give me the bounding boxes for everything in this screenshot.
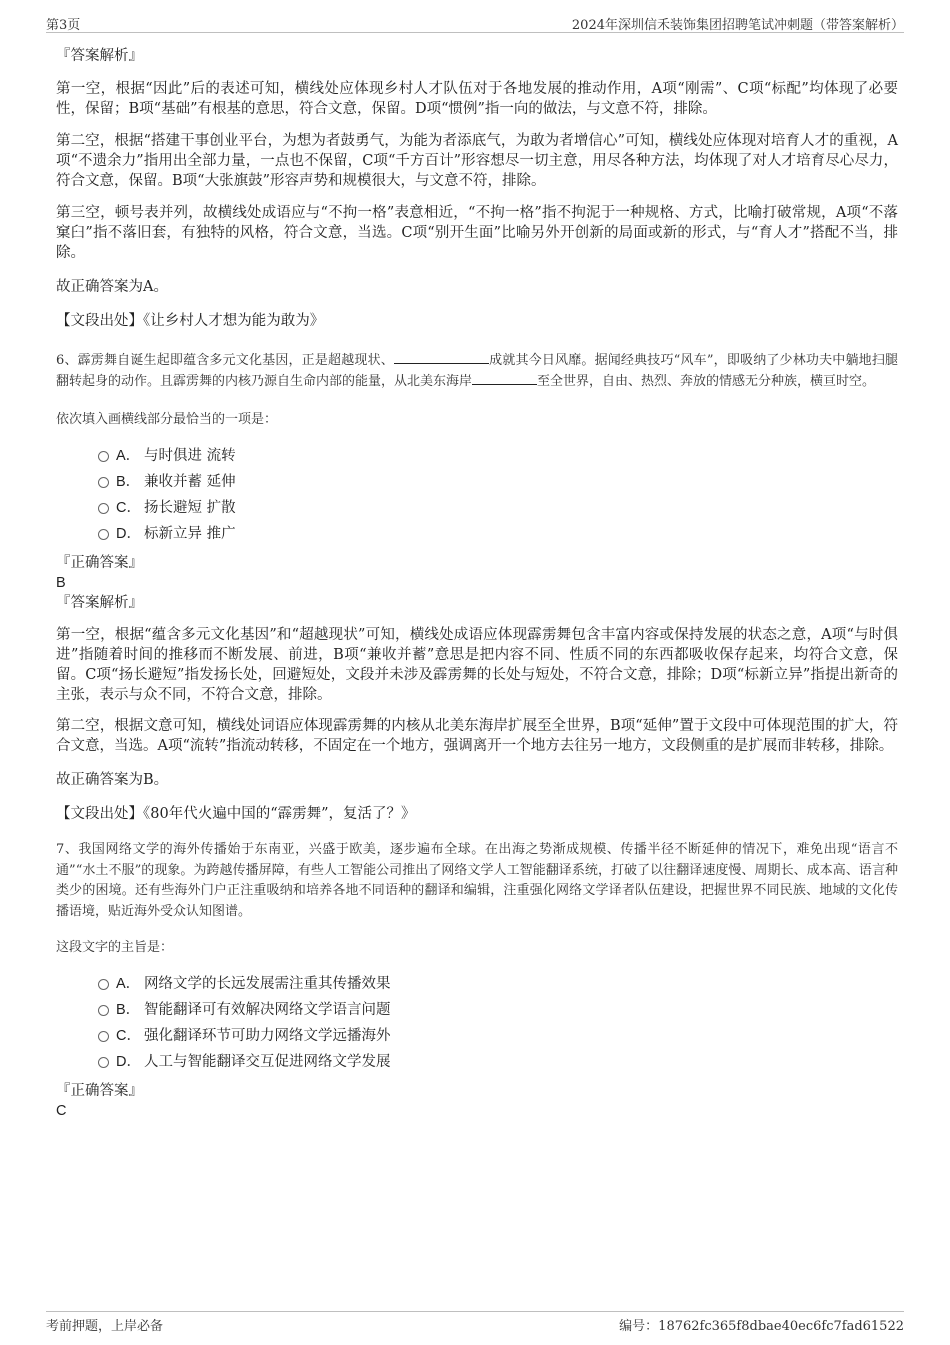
q5-analysis-para-3: 第三空，顿号表并列，故横线处成语应与“不拘一格”表意相近，“不拘一格”指不拘泥于一种规格、方式，比喻打破常规，A项“不落窠臼”指不落旧套，有独特的风格，符合文意，当选。C项“别开生面”比喻另外开创新的局面或新的形式，与“育人才”搭配不当，排除。 [56, 205, 898, 261]
q6-option-a[interactable]: A． 与时俱进 流转 [56, 443, 898, 469]
q6-options [56, 443, 898, 547]
q6-stem: 6、霹雳舞自诞生起即蕴含多元文化基因，正是超越现状、 成就其今日风靡。据闻经典技巧“风车”，即吸纳了少林功夫中躺地扫腿翻转起身的动作。且霹雳舞的内核乃源自生命内部的能量，从北美东海岸 至全世界，自由、热烈、奔放的情感无分种族，横亘时空。 [56, 353, 898, 389]
q6-conclusion: 故正确答案为B。 [56, 772, 169, 788]
q6-option-d[interactable]: D． 标新立异 推广 [56, 521, 898, 547]
q7-option-c[interactable]: C． 强化翻译环节可助力网络文学远播海外 [56, 1023, 898, 1049]
footer-slogan: 考前押题，上岸必备 [46, 1319, 164, 1334]
q7-correct-answer: C [56, 1103, 67, 1119]
q7-option-b[interactable]: B． 智能翻译可有效解决网络文学语言问题 [56, 997, 898, 1023]
page-footer [46, 1311, 904, 1332]
q6-correct-answer: B [56, 575, 66, 591]
radio-icon[interactable] [98, 529, 109, 540]
q6-analysis-label: 『答案解析』 [56, 595, 143, 611]
q7-option-a[interactable]: A． 网络文学的长远发展需注重其传播效果 [56, 971, 898, 997]
q6-correct-label: 『正确答案』 [56, 555, 143, 571]
footer-serial: 编号：18762fc365f8dbae40ec6fc7fad61522 [619, 1319, 904, 1334]
page-number: 第3页 [46, 18, 81, 33]
q6-blank-1 [394, 351, 489, 364]
q5-conclusion: 故正确答案为A。 [56, 279, 168, 295]
q5-analysis-para-2: 第二空，根据“搭建干事创业平台，为想为者鼓勇气，为能为者添底气，为敢为者增信心”可知，横线处应体现对培育人才的重视，A项“不遗余力”指用出全部力量，一点也不保留，C项“千方百计”形容想尽一切主意，用尽各种方法，均体现了对人才培育尽心尽力，符合文意，保留。B项“大张旗鼓”形容声势和规模很大，与文意不符，排除。 [56, 133, 898, 189]
q6-analysis-para-2: 第二空，根据文意可知，横线处词语应体现霹雳舞的内核从北美东海岸扩展至全世界，B项“延伸”置于文段中可体现范围的扩大，符合文意，当选。A项“流转”指流动转移，不固定在一个地方，强调离开一个地方去往另一地方，文段侧重的是扩展而非转移，排除。 [56, 718, 898, 754]
q7-options [56, 971, 898, 1075]
q6-option-b[interactable]: B． 兼收并蓄 延伸 [56, 469, 898, 495]
radio-icon[interactable] [98, 451, 109, 462]
q5-analysis-label: 『答案解析』 [56, 48, 143, 64]
q6-source: 【文段出处】《80年代火遍中国的“霹雳舞”，复活了？》 [56, 806, 416, 822]
q5-analysis-para-1: 第一空，根据“因此”后的表述可知，横线处应体现乡村人才队伍对于各地发展的推动作用，A项“刚需”、C项“标配”均体现了必要性，保留；B项“基础”有根基的意思，符合文意，保留。D项“惯例”指一向的做法，与文意不符，排除。 [56, 81, 898, 117]
radio-icon[interactable] [98, 503, 109, 514]
q6-option-c[interactable]: C． 扬长避短 扩散 [56, 495, 898, 521]
page-content [56, 46, 898, 1121]
q6-prompt: 依次填入画横线部分最恰当的一项是： [56, 412, 278, 427]
q7-prompt: 这段文字的主旨是： [56, 940, 174, 955]
radio-icon[interactable] [98, 979, 109, 990]
q6-analysis-para-1: 第一空，根据“蕴含多元文化基因”和“超越现状”可知，横线处成语应体现霹雳舞包含丰富内容或保持发展的状态之意，A项“与时俱进”指随着时间的推移而不断发展、前进，B项“兼收并蓄”意思是把内容不同、性质不同的东西都吸收保存起来，均符合文意，保留。C项“扬长避短”指发扬长处，回避短处，文段并未涉及霹雳舞的长处与短处，不符合文意，排除；D项“标新立异”指提出新奇的主张，表示与众不同，不符合文意，排除。 [56, 627, 898, 703]
q7-stem: 7、我国网络文学的海外传播始于东南亚，兴盛于欧美，逐步遍布全球。在出海之势渐成规模、传播半径不断延伸的情况下，难免出现“语言不通”“水土不服”的现象。为跨越传播屏障，有些人工智能公司推出了网络文学人工智能翻译系统，打破了以往翻译速度慢、周期长、成本高、语言种类少的困境。还有些海外门户正注重吸纳和培养各地不同语种的翻译和编辑，注重强化网络文学译者队伍建设，把握世界不同民族、地域的文化传播语境，贴近海外受众认知图谱。 [56, 842, 898, 919]
document-title: 2024年深圳信禾装饰集团招聘笔试冲刺题（带答案解析） [571, 18, 904, 33]
radio-icon[interactable] [98, 477, 109, 488]
radio-icon[interactable] [98, 1031, 109, 1042]
q7-correct-label: 『正确答案』 [56, 1083, 143, 1099]
q6-blank-2 [472, 372, 537, 385]
radio-icon[interactable] [98, 1005, 109, 1016]
radio-icon[interactable] [98, 1057, 109, 1068]
page-header [46, 12, 904, 33]
q7-option-d[interactable]: D． 人工与智能翻译交互促进网络文学发展 [56, 1049, 898, 1075]
q5-source: 【文段出处】《让乡村人才想为能为敢为》 [56, 313, 325, 329]
